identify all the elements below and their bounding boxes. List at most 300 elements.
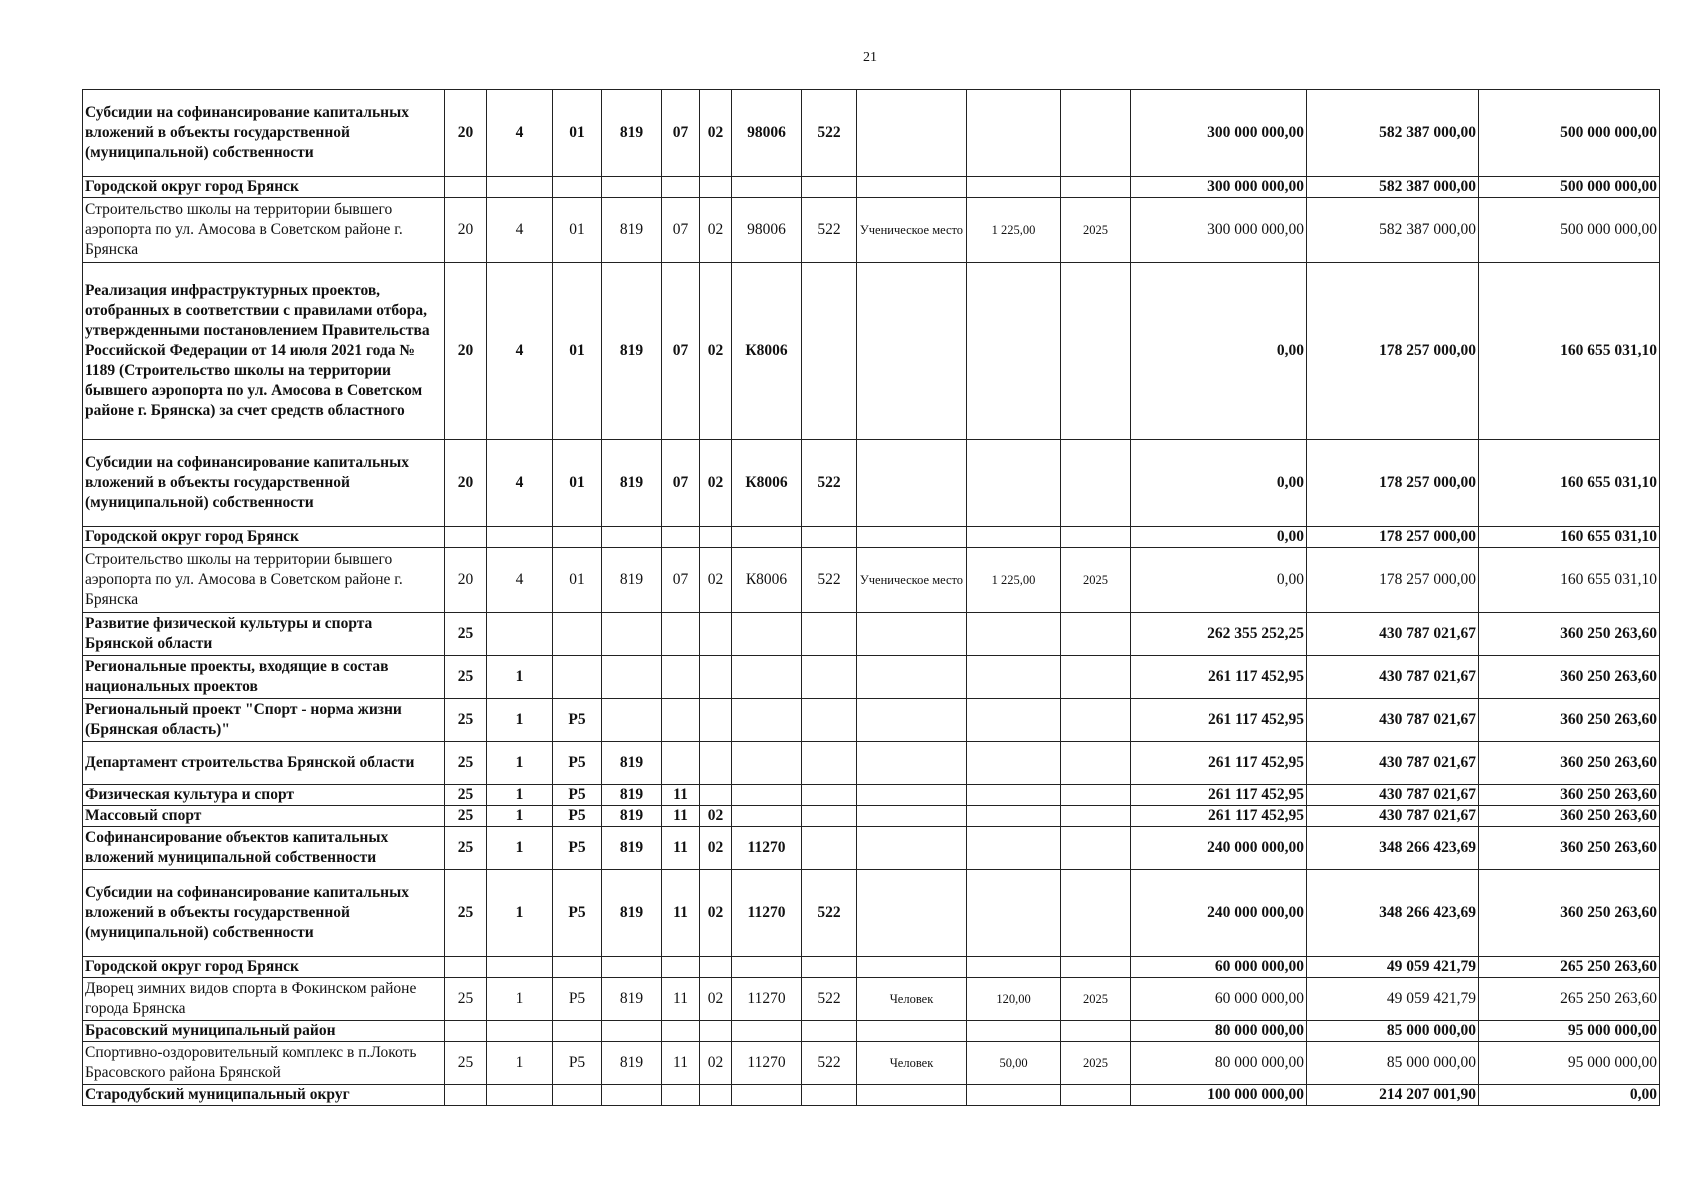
cell-rz <box>662 613 700 656</box>
cell-vr: 522 <box>802 870 857 957</box>
cell-om: Р5 <box>553 806 602 827</box>
cell-amount-year1: 240 000 000,00 <box>1131 870 1307 957</box>
cell-vr: 522 <box>802 440 857 527</box>
cell-pgp <box>487 957 553 978</box>
cell-rz <box>662 656 700 699</box>
cell-name: Спортивно-оздоровительный комплекс в п.Локоть Брасовского района Брянской <box>83 1042 445 1085</box>
cell-year <box>1061 742 1131 785</box>
cell-csr: К8006 <box>732 263 802 440</box>
cell-amount-year1: 100 000 000,00 <box>1131 1085 1307 1106</box>
cell-pgp: 4 <box>487 263 553 440</box>
cell-pr: 02 <box>700 198 732 263</box>
cell-year <box>1061 90 1131 177</box>
cell-pr <box>700 1085 732 1106</box>
cell-amount-year1: 0,00 <box>1131 440 1307 527</box>
cell-gp: 25 <box>445 1042 487 1085</box>
cell-unit <box>857 656 967 699</box>
cell-capacity <box>967 90 1061 177</box>
cell-name: Субсидии на софинансирование капитальных вложений в объекты государственной (муниципальной) собственности <box>83 870 445 957</box>
cell-rz <box>662 1021 700 1042</box>
table-row <box>83 263 1660 440</box>
cell-capacity: 120,00 <box>967 978 1061 1021</box>
cell-grbs <box>602 527 662 548</box>
cell-year: 2025 <box>1061 978 1131 1021</box>
cell-name: Массовый спорт <box>83 806 445 827</box>
cell-amount-year2: 430 787 021,67 <box>1307 656 1479 699</box>
cell-pr: 02 <box>700 548 732 613</box>
cell-gp <box>445 177 487 198</box>
table-row <box>83 957 1660 978</box>
cell-amount-year1: 261 117 452,95 <box>1131 656 1307 699</box>
cell-grbs: 819 <box>602 870 662 957</box>
cell-grbs <box>602 656 662 699</box>
cell-om: 01 <box>553 440 602 527</box>
cell-gp: 20 <box>445 198 487 263</box>
cell-vr <box>802 177 857 198</box>
cell-amount-year1: 60 000 000,00 <box>1131 978 1307 1021</box>
table-row <box>83 806 1660 827</box>
cell-gp <box>445 527 487 548</box>
cell-csr <box>732 1085 802 1106</box>
cell-name: Региональные проекты, входящие в состав национальных проектов <box>83 656 445 699</box>
cell-rz <box>662 1085 700 1106</box>
cell-rz: 07 <box>662 90 700 177</box>
cell-year <box>1061 440 1131 527</box>
cell-csr <box>732 742 802 785</box>
cell-unit <box>857 527 967 548</box>
cell-amount-year3: 360 250 263,60 <box>1479 699 1660 742</box>
page-number: 21 <box>863 50 877 65</box>
cell-rz: 07 <box>662 198 700 263</box>
cell-gp: 25 <box>445 656 487 699</box>
cell-amount-year3: 160 655 031,10 <box>1479 527 1660 548</box>
cell-capacity <box>967 785 1061 806</box>
cell-amount-year3: 360 250 263,60 <box>1479 806 1660 827</box>
cell-rz <box>662 957 700 978</box>
cell-vr: 522 <box>802 90 857 177</box>
cell-pr: 02 <box>700 263 732 440</box>
cell-year: 2025 <box>1061 1042 1131 1085</box>
cell-csr: 11270 <box>732 1042 802 1085</box>
cell-capacity <box>967 1085 1061 1106</box>
cell-amount-year3: 360 250 263,60 <box>1479 785 1660 806</box>
cell-grbs: 819 <box>602 548 662 613</box>
cell-vr <box>802 613 857 656</box>
table-row <box>83 978 1660 1021</box>
cell-grbs: 819 <box>602 440 662 527</box>
cell-pr <box>700 613 732 656</box>
cell-pgp: 1 <box>487 656 553 699</box>
cell-gp: 25 <box>445 699 487 742</box>
cell-pr <box>700 742 732 785</box>
cell-amount-year2: 214 207 001,90 <box>1307 1085 1479 1106</box>
cell-csr <box>732 613 802 656</box>
cell-gp: 20 <box>445 263 487 440</box>
cell-pgp: 1 <box>487 978 553 1021</box>
table-row <box>83 1021 1660 1042</box>
cell-year <box>1061 785 1131 806</box>
cell-unit: Человек <box>857 978 967 1021</box>
cell-gp: 20 <box>445 90 487 177</box>
cell-om <box>553 527 602 548</box>
cell-amount-year3: 95 000 000,00 <box>1479 1042 1660 1085</box>
cell-capacity <box>967 827 1061 870</box>
cell-rz: 11 <box>662 870 700 957</box>
cell-pgp: 1 <box>487 827 553 870</box>
cell-amount-year2: 85 000 000,00 <box>1307 1021 1479 1042</box>
cell-csr: 98006 <box>732 198 802 263</box>
cell-gp <box>445 1021 487 1042</box>
cell-pr <box>700 527 732 548</box>
cell-amount-year2: 430 787 021,67 <box>1307 699 1479 742</box>
cell-pgp: 4 <box>487 198 553 263</box>
cell-grbs: 819 <box>602 785 662 806</box>
cell-om: 01 <box>553 198 602 263</box>
cell-amount-year1: 300 000 000,00 <box>1131 90 1307 177</box>
cell-csr <box>732 1021 802 1042</box>
cell-rz: 11 <box>662 806 700 827</box>
cell-amount-year1: 261 117 452,95 <box>1131 785 1307 806</box>
cell-unit <box>857 785 967 806</box>
cell-gp: 25 <box>445 870 487 957</box>
cell-gp: 25 <box>445 613 487 656</box>
cell-om <box>553 656 602 699</box>
cell-year <box>1061 827 1131 870</box>
cell-rz <box>662 527 700 548</box>
cell-gp: 25 <box>445 806 487 827</box>
cell-vr: 522 <box>802 978 857 1021</box>
cell-grbs: 819 <box>602 198 662 263</box>
table-row <box>83 1042 1660 1085</box>
cell-amount-year1: 300 000 000,00 <box>1131 198 1307 263</box>
cell-capacity <box>967 177 1061 198</box>
cell-pgp <box>487 527 553 548</box>
cell-amount-year3: 360 250 263,60 <box>1479 656 1660 699</box>
cell-amount-year1: 300 000 000,00 <box>1131 177 1307 198</box>
cell-om: Р5 <box>553 827 602 870</box>
table-row <box>83 699 1660 742</box>
cell-csr <box>732 957 802 978</box>
budget-table <box>82 89 1660 1106</box>
cell-gp: 25 <box>445 827 487 870</box>
cell-amount-year2: 85 000 000,00 <box>1307 1042 1479 1085</box>
cell-grbs <box>602 699 662 742</box>
cell-amount-year2: 582 387 000,00 <box>1307 177 1479 198</box>
cell-amount-year2: 49 059 421,79 <box>1307 957 1479 978</box>
cell-pr <box>700 177 732 198</box>
cell-vr <box>802 656 857 699</box>
cell-rz: 11 <box>662 1042 700 1085</box>
cell-name: Дворец зимних видов спорта в Фокинском районе города Брянска <box>83 978 445 1021</box>
cell-pr: 02 <box>700 806 732 827</box>
cell-rz: 11 <box>662 978 700 1021</box>
table-row <box>83 440 1660 527</box>
cell-csr <box>732 177 802 198</box>
table-row <box>83 613 1660 656</box>
cell-amount-year2: 582 387 000,00 <box>1307 198 1479 263</box>
table-row <box>83 656 1660 699</box>
cell-name: Городской округ город Брянск <box>83 527 445 548</box>
cell-amount-year3: 500 000 000,00 <box>1479 90 1660 177</box>
cell-amount-year1: 80 000 000,00 <box>1131 1021 1307 1042</box>
cell-pr <box>700 656 732 699</box>
cell-gp: 25 <box>445 785 487 806</box>
cell-name: Софинансирование объектов капитальных вложений муниципальной собственности <box>83 827 445 870</box>
cell-vr <box>802 1085 857 1106</box>
cell-vr <box>802 957 857 978</box>
cell-amount-year1: 0,00 <box>1131 548 1307 613</box>
cell-om: 01 <box>553 548 602 613</box>
cell-vr <box>802 806 857 827</box>
cell-capacity <box>967 870 1061 957</box>
cell-capacity <box>967 263 1061 440</box>
cell-year <box>1061 263 1131 440</box>
cell-csr: 11270 <box>732 870 802 957</box>
cell-amount-year1: 261 117 452,95 <box>1131 806 1307 827</box>
cell-vr: 522 <box>802 1042 857 1085</box>
table-row <box>83 177 1660 198</box>
cell-unit <box>857 613 967 656</box>
cell-grbs <box>602 177 662 198</box>
cell-amount-year1: 60 000 000,00 <box>1131 957 1307 978</box>
cell-capacity <box>967 957 1061 978</box>
cell-vr <box>802 527 857 548</box>
table-row <box>83 90 1660 177</box>
cell-capacity: 50,00 <box>967 1042 1061 1085</box>
cell-vr <box>802 699 857 742</box>
cell-amount-year2: 430 787 021,67 <box>1307 742 1479 785</box>
cell-amount-year1: 261 117 452,95 <box>1131 699 1307 742</box>
cell-unit <box>857 827 967 870</box>
cell-om <box>553 1085 602 1106</box>
cell-om <box>553 177 602 198</box>
cell-om: Р5 <box>553 742 602 785</box>
cell-unit <box>857 263 967 440</box>
cell-om: Р5 <box>553 785 602 806</box>
cell-unit <box>857 699 967 742</box>
cell-rz: 07 <box>662 263 700 440</box>
cell-year <box>1061 613 1131 656</box>
cell-csr: 11270 <box>732 978 802 1021</box>
cell-capacity <box>967 527 1061 548</box>
cell-amount-year1: 240 000 000,00 <box>1131 827 1307 870</box>
cell-name: Стародубский муниципальный округ <box>83 1085 445 1106</box>
cell-unit <box>857 177 967 198</box>
cell-unit <box>857 1021 967 1042</box>
cell-amount-year2: 178 257 000,00 <box>1307 527 1479 548</box>
cell-unit <box>857 957 967 978</box>
cell-grbs <box>602 1085 662 1106</box>
cell-amount-year3: 95 000 000,00 <box>1479 1021 1660 1042</box>
cell-rz <box>662 742 700 785</box>
cell-year <box>1061 527 1131 548</box>
cell-csr: 11270 <box>732 827 802 870</box>
cell-rz <box>662 177 700 198</box>
cell-name: Физическая культура и спорт <box>83 785 445 806</box>
cell-name: Реализация инфраструктурных проектов, отобранных в соответствии с правилами отбора, утвержденными постановлением Правительства Российской Федерации от 14 июля 2021 года № 1189 (Строительство школы на территории бывшего аэропорта по ул. Амосова в Советском районе г. Брянска) за счет средств областного <box>83 263 445 440</box>
cell-name: Строительство школы на территории бывшего аэропорта по ул. Амосова в Советском районе г. Брянска <box>83 198 445 263</box>
cell-unit <box>857 440 967 527</box>
cell-name: Субсидии на софинансирование капитальных вложений в объекты государственной (муниципальной) собственности <box>83 90 445 177</box>
cell-pr <box>700 785 732 806</box>
cell-pgp: 1 <box>487 806 553 827</box>
cell-year <box>1061 1085 1131 1106</box>
cell-amount-year2: 430 787 021,67 <box>1307 806 1479 827</box>
cell-unit <box>857 806 967 827</box>
cell-grbs: 819 <box>602 742 662 785</box>
cell-pr <box>700 1021 732 1042</box>
cell-amount-year3: 360 250 263,60 <box>1479 870 1660 957</box>
cell-year: 2025 <box>1061 548 1131 613</box>
cell-amount-year3: 360 250 263,60 <box>1479 613 1660 656</box>
cell-om: Р5 <box>553 1042 602 1085</box>
cell-om <box>553 1021 602 1042</box>
cell-pr: 02 <box>700 1042 732 1085</box>
cell-amount-year1: 0,00 <box>1131 263 1307 440</box>
cell-amount-year2: 49 059 421,79 <box>1307 978 1479 1021</box>
cell-year <box>1061 806 1131 827</box>
cell-capacity <box>967 613 1061 656</box>
cell-om: Р5 <box>553 978 602 1021</box>
cell-year: 2025 <box>1061 198 1131 263</box>
cell-gp <box>445 1085 487 1106</box>
cell-csr <box>732 699 802 742</box>
cell-vr <box>802 742 857 785</box>
cell-csr <box>732 806 802 827</box>
cell-capacity <box>967 656 1061 699</box>
cell-pgp: 4 <box>487 440 553 527</box>
cell-amount-year1: 262 355 252,25 <box>1131 613 1307 656</box>
table-body <box>83 90 1660 1106</box>
cell-om <box>553 957 602 978</box>
cell-unit <box>857 742 967 785</box>
cell-grbs: 819 <box>602 263 662 440</box>
cell-vr <box>802 1021 857 1042</box>
cell-om: 01 <box>553 90 602 177</box>
cell-unit <box>857 870 967 957</box>
cell-amount-year2: 430 787 021,67 <box>1307 785 1479 806</box>
cell-rz: 11 <box>662 827 700 870</box>
cell-year <box>1061 656 1131 699</box>
cell-amount-year1: 0,00 <box>1131 527 1307 548</box>
cell-grbs <box>602 613 662 656</box>
cell-amount-year2: 348 266 423,69 <box>1307 827 1479 870</box>
table-row <box>83 1085 1660 1106</box>
cell-name: Региональный проект "Спорт - норма жизни (Брянская область)" <box>83 699 445 742</box>
cell-vr <box>802 785 857 806</box>
cell-rz: 11 <box>662 785 700 806</box>
cell-gp: 25 <box>445 742 487 785</box>
cell-name: Городской округ город Брянск <box>83 957 445 978</box>
cell-pgp: 1 <box>487 870 553 957</box>
cell-vr <box>802 827 857 870</box>
cell-rz: 07 <box>662 548 700 613</box>
cell-unit: Ученическое место <box>857 548 967 613</box>
cell-year <box>1061 870 1131 957</box>
cell-gp: 20 <box>445 548 487 613</box>
cell-amount-year3: 500 000 000,00 <box>1479 198 1660 263</box>
cell-capacity <box>967 440 1061 527</box>
cell-grbs <box>602 1021 662 1042</box>
cell-capacity: 1 225,00 <box>967 198 1061 263</box>
cell-amount-year3: 160 655 031,10 <box>1479 440 1660 527</box>
cell-unit: Человек <box>857 1042 967 1085</box>
cell-pgp <box>487 1085 553 1106</box>
cell-pgp: 4 <box>487 90 553 177</box>
cell-amount-year2: 178 257 000,00 <box>1307 548 1479 613</box>
cell-pgp <box>487 1021 553 1042</box>
cell-gp: 20 <box>445 440 487 527</box>
cell-name: Департамент строительства Брянской области <box>83 742 445 785</box>
cell-grbs: 819 <box>602 827 662 870</box>
cell-pgp: 4 <box>487 548 553 613</box>
cell-om <box>553 613 602 656</box>
cell-capacity <box>967 742 1061 785</box>
cell-amount-year3: 265 250 263,60 <box>1479 978 1660 1021</box>
cell-csr: К8006 <box>732 548 802 613</box>
cell-csr <box>732 527 802 548</box>
cell-pr: 02 <box>700 978 732 1021</box>
cell-pgp: 1 <box>487 699 553 742</box>
cell-vr: 522 <box>802 548 857 613</box>
cell-csr: 98006 <box>732 90 802 177</box>
table-row <box>83 827 1660 870</box>
cell-vr: 522 <box>802 198 857 263</box>
cell-amount-year3: 265 250 263,60 <box>1479 957 1660 978</box>
cell-amount-year2: 178 257 000,00 <box>1307 263 1479 440</box>
cell-name: Субсидии на софинансирование капитальных вложений в объекты государственной (муниципальной) собственности <box>83 440 445 527</box>
cell-capacity: 1 225,00 <box>967 548 1061 613</box>
cell-pgp <box>487 613 553 656</box>
cell-csr <box>732 785 802 806</box>
cell-grbs: 819 <box>602 90 662 177</box>
cell-amount-year3: 160 655 031,10 <box>1479 548 1660 613</box>
cell-rz: 07 <box>662 440 700 527</box>
cell-name: Брасовский муниципальный район <box>83 1021 445 1042</box>
cell-pgp: 1 <box>487 742 553 785</box>
cell-unit: Ученическое место <box>857 198 967 263</box>
cell-csr: К8006 <box>732 440 802 527</box>
cell-grbs: 819 <box>602 978 662 1021</box>
cell-gp <box>445 957 487 978</box>
cell-capacity <box>967 806 1061 827</box>
cell-pgp: 1 <box>487 1042 553 1085</box>
cell-name: Городской округ город Брянск <box>83 177 445 198</box>
cell-pr <box>700 957 732 978</box>
cell-amount-year2: 430 787 021,67 <box>1307 613 1479 656</box>
cell-pr: 02 <box>700 870 732 957</box>
cell-pgp: 1 <box>487 785 553 806</box>
cell-year <box>1061 177 1131 198</box>
table-row <box>83 198 1660 263</box>
table-row <box>83 870 1660 957</box>
cell-year <box>1061 699 1131 742</box>
cell-amount-year3: 160 655 031,10 <box>1479 263 1660 440</box>
cell-pr: 02 <box>700 827 732 870</box>
table-row <box>83 527 1660 548</box>
cell-unit <box>857 1085 967 1106</box>
cell-amount-year3: 0,00 <box>1479 1085 1660 1106</box>
table-row <box>83 785 1660 806</box>
cell-amount-year2: 348 266 423,69 <box>1307 870 1479 957</box>
cell-vr <box>802 263 857 440</box>
cell-grbs: 819 <box>602 806 662 827</box>
cell-om: 01 <box>553 263 602 440</box>
cell-pr <box>700 699 732 742</box>
cell-amount-year3: 360 250 263,60 <box>1479 827 1660 870</box>
cell-rz <box>662 699 700 742</box>
cell-amount-year1: 80 000 000,00 <box>1131 1042 1307 1085</box>
